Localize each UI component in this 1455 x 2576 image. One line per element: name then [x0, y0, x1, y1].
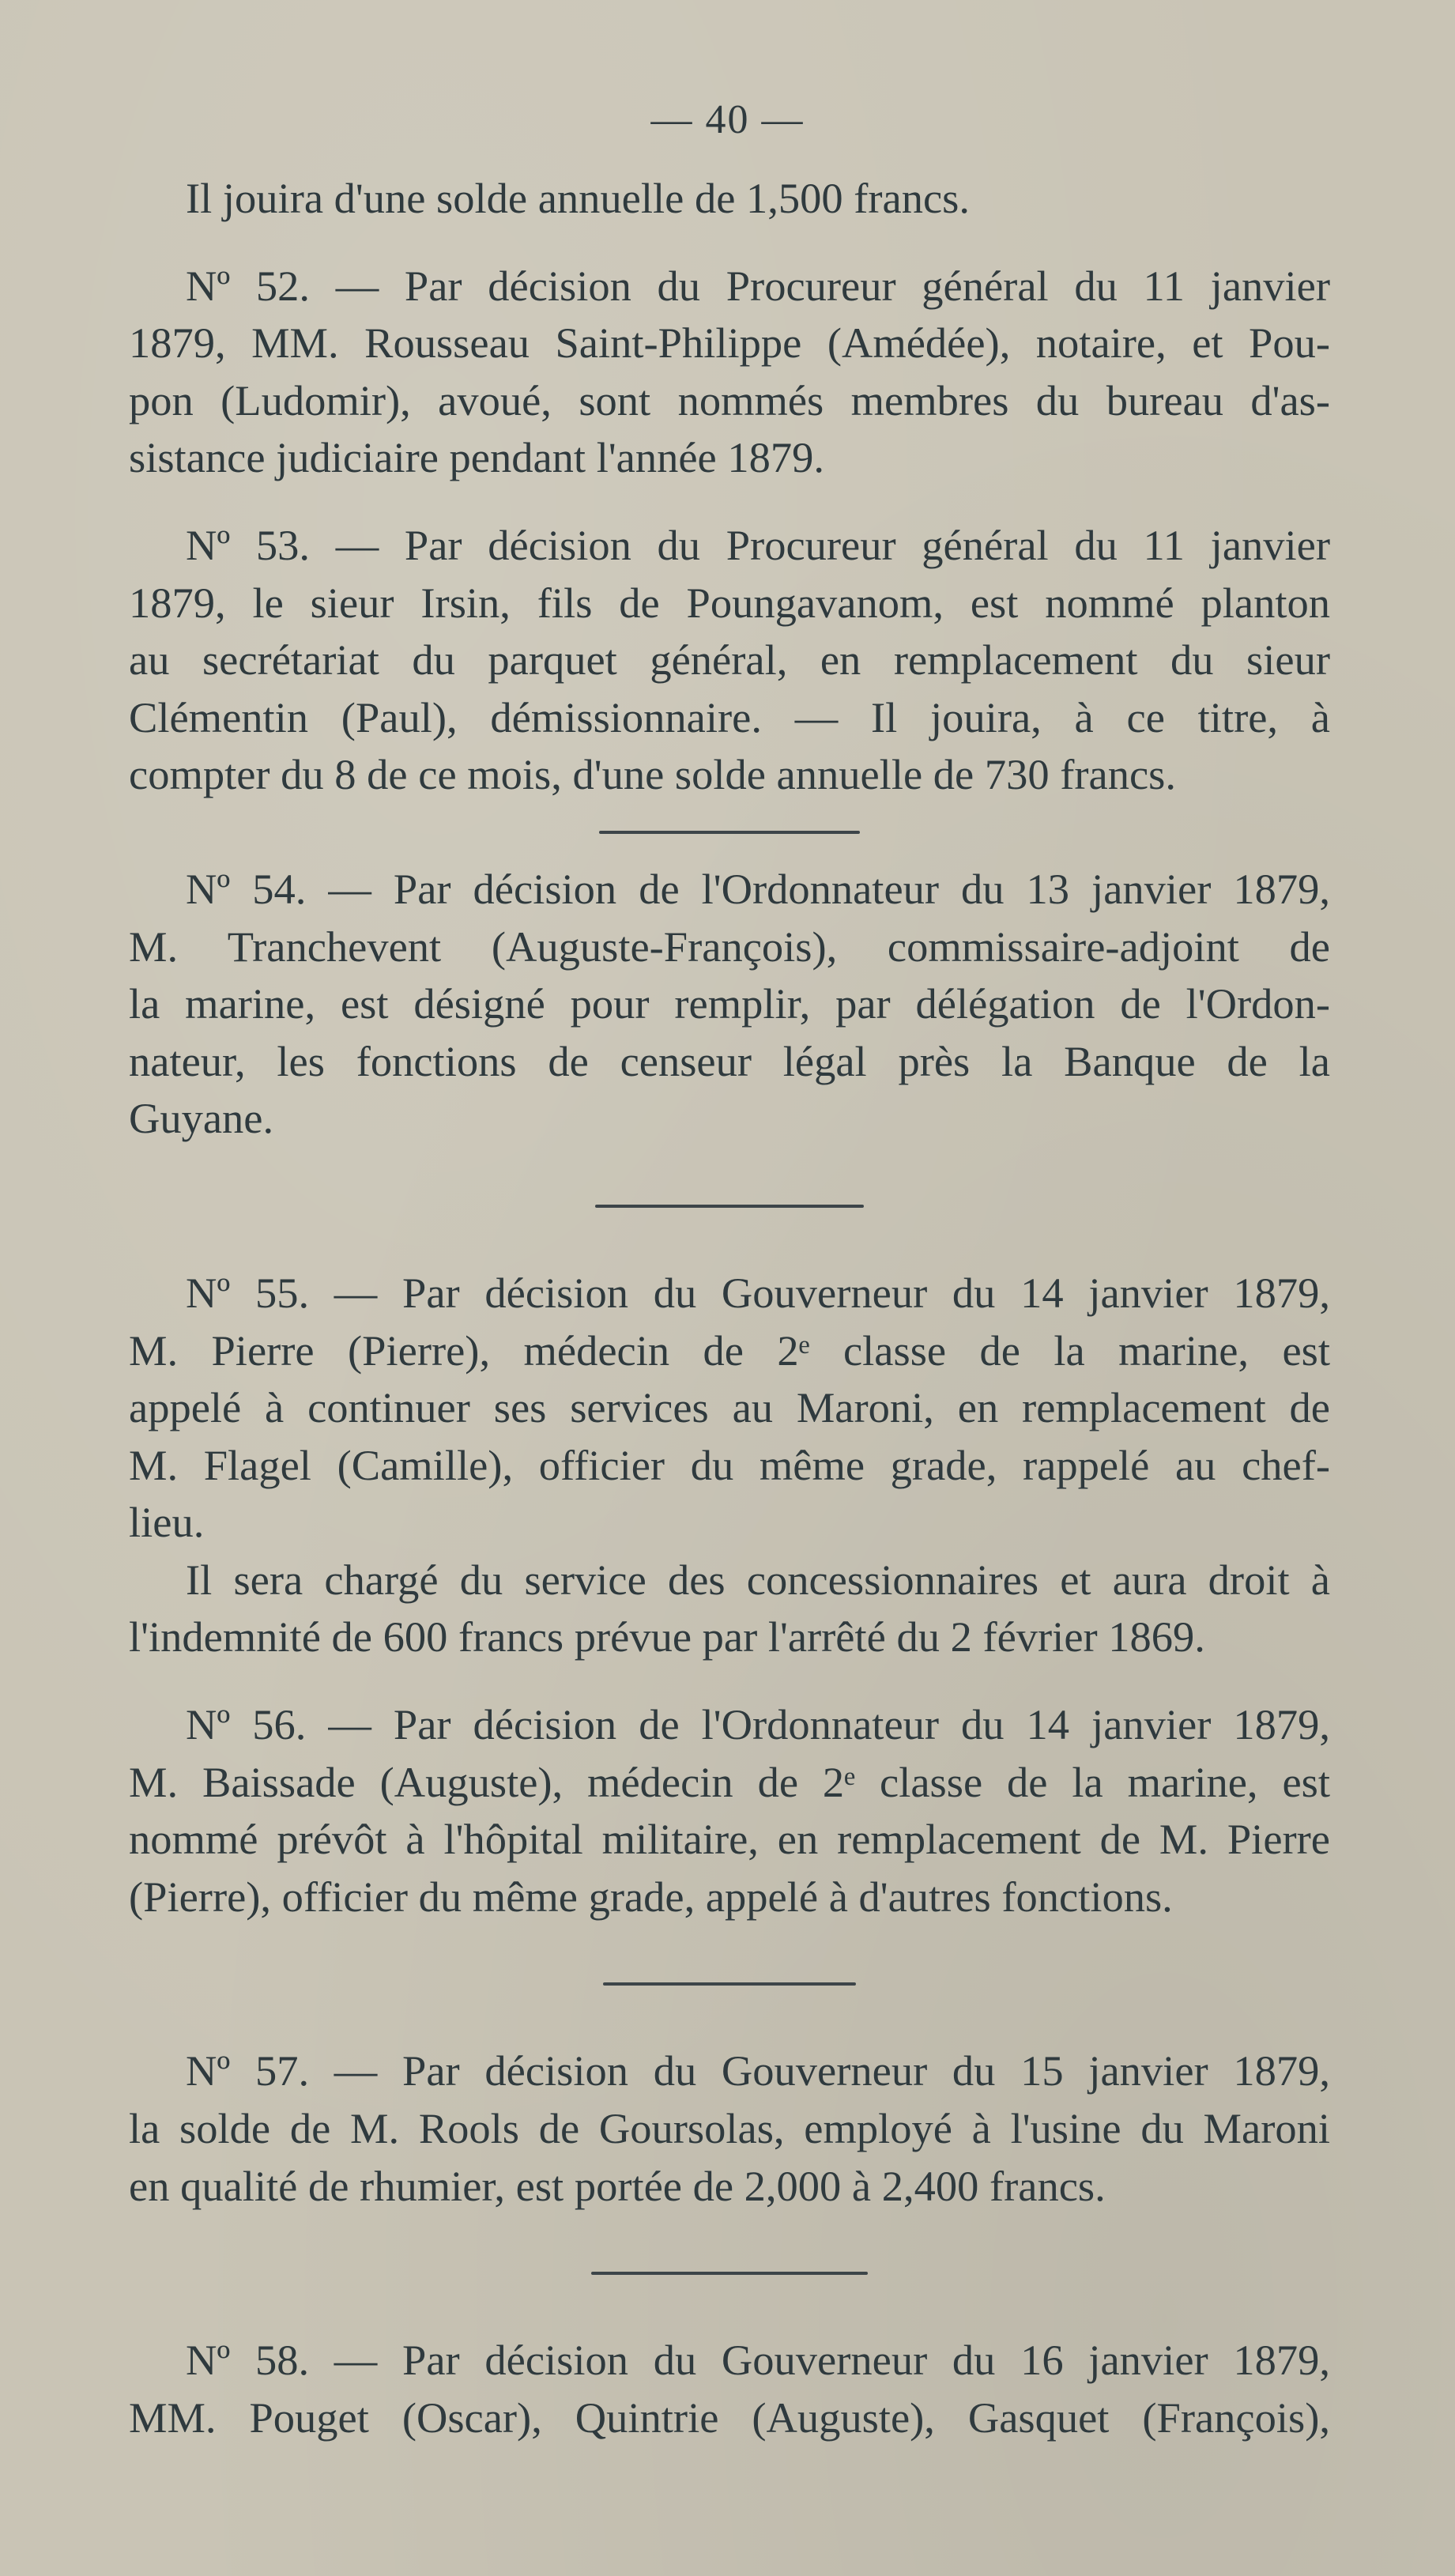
- text-line: MM. Pouget (Oscar), Quintrie (Auguste), Gasquet (François),: [129, 2393, 1330, 2442]
- paragraph-intro: [129, 170, 1330, 228]
- entry-55: [129, 1265, 1330, 1552]
- text-line: M. Tranchevent (Auguste-François), commissaire-adjoint de: [129, 922, 1330, 971]
- text-line: Il jouira d'une solde annuelle de 1,500 francs.: [186, 174, 971, 222]
- text-line: en qualité de rhumier, est portée de 2,000 à 2,400 francs.: [129, 2161, 1106, 2210]
- entry-58: [129, 2332, 1330, 2446]
- text-line: nateur, les fonctions de censeur légal près la Banque de la: [129, 1036, 1330, 1085]
- text-line: Nº 57. — Par décision du Gouverneur du 15 janvier 1879,: [186, 2046, 1330, 2095]
- text-line: appelé à continuer ses services au Maroni, en remplacement de: [129, 1383, 1330, 1432]
- page-body: [129, 170, 1330, 2446]
- text-line: la marine, est désigné pour remplir, par délégation de l'Ordon-: [129, 979, 1330, 1028]
- text-line: la solde de M. Rools de Goursolas, employé à l'usine du Maroni: [129, 2104, 1330, 2153]
- separator-rule: [129, 1178, 1330, 1235]
- text-line: pon (Ludomir), avoué, sont nommés membres du bureau d'as-: [129, 375, 1330, 424]
- text-line: Nº 53. — Par décision du Procureur général du 11 janvier: [186, 520, 1330, 569]
- separator-rule: [129, 804, 1330, 861]
- text-line: 1879, le sieur Irsin, fils de Poungavanom, est nommé planton: [129, 578, 1330, 627]
- text-line: M. Flagel (Camille), officier du même grade, rappelé au chef-: [129, 1440, 1330, 1489]
- text-line: Clémentin (Paul), démissionnaire. — Il jouira, à ce titre, à: [129, 692, 1330, 741]
- text-line: Nº 58. — Par décision du Gouverneur du 16 janvier 1879,: [186, 2336, 1330, 2385]
- text-line: Nº 52. — Par décision du Procureur général du 11 janvier: [186, 261, 1330, 310]
- entry-52: [129, 258, 1330, 487]
- text-line: Il sera chargé du service des concessionnaires et aura droit à: [186, 1555, 1330, 1604]
- text-line: 1879, MM. Rousseau Saint-Philippe (Amédée), notaire, et Pou-: [129, 319, 1330, 368]
- separator-rule: [129, 2245, 1330, 2302]
- text-line: lieu.: [129, 1498, 205, 1547]
- text-line: Nº 55. — Par décision du Gouverneur du 14 janvier 1879,: [186, 1268, 1330, 1317]
- text-line: compter du 8 de ce mois, d'une solde annuelle de 730 francs.: [129, 750, 1176, 799]
- entry-56: [129, 1696, 1330, 1925]
- text-line: nommé prévôt à l'hôpital militaire, en remplacement de M. Pierre: [129, 1815, 1330, 1864]
- entry-54: [129, 861, 1330, 1148]
- text-line: Guyane.: [129, 1094, 274, 1143]
- text-line: Nº 54. — Par décision de l'Ordonnateur du 13 janvier 1879,: [186, 864, 1330, 913]
- entry-53: [129, 517, 1330, 804]
- text-line: M. Baissade (Auguste), médecin de 2ᵉ classe de la marine, est: [129, 1757, 1330, 1806]
- entry-55-continued: [129, 1552, 1330, 1666]
- separator-rule: [129, 1956, 1330, 2012]
- text-line: l'indemnité de 600 francs prévue par l'arrêté du 2 février 1869.: [129, 1612, 1205, 1661]
- text-line: au secrétariat du parquet général, en remplacement du sieur: [129, 636, 1330, 685]
- text-line: (Pierre), officier du même grade, appelé à d'autres fonctions.: [129, 1872, 1173, 1921]
- text-line: sistance judiciaire pendant l'année 1879.: [129, 433, 824, 482]
- entry-57: [129, 2042, 1330, 2215]
- text-line: M. Pierre (Pierre), médecin de 2ᵉ classe de la marine, est: [129, 1326, 1330, 1375]
- page-number: — 40 —: [650, 97, 805, 142]
- text-line: Nº 56. — Par décision de l'Ordonnateur du 14 janvier 1879,: [186, 1700, 1330, 1749]
